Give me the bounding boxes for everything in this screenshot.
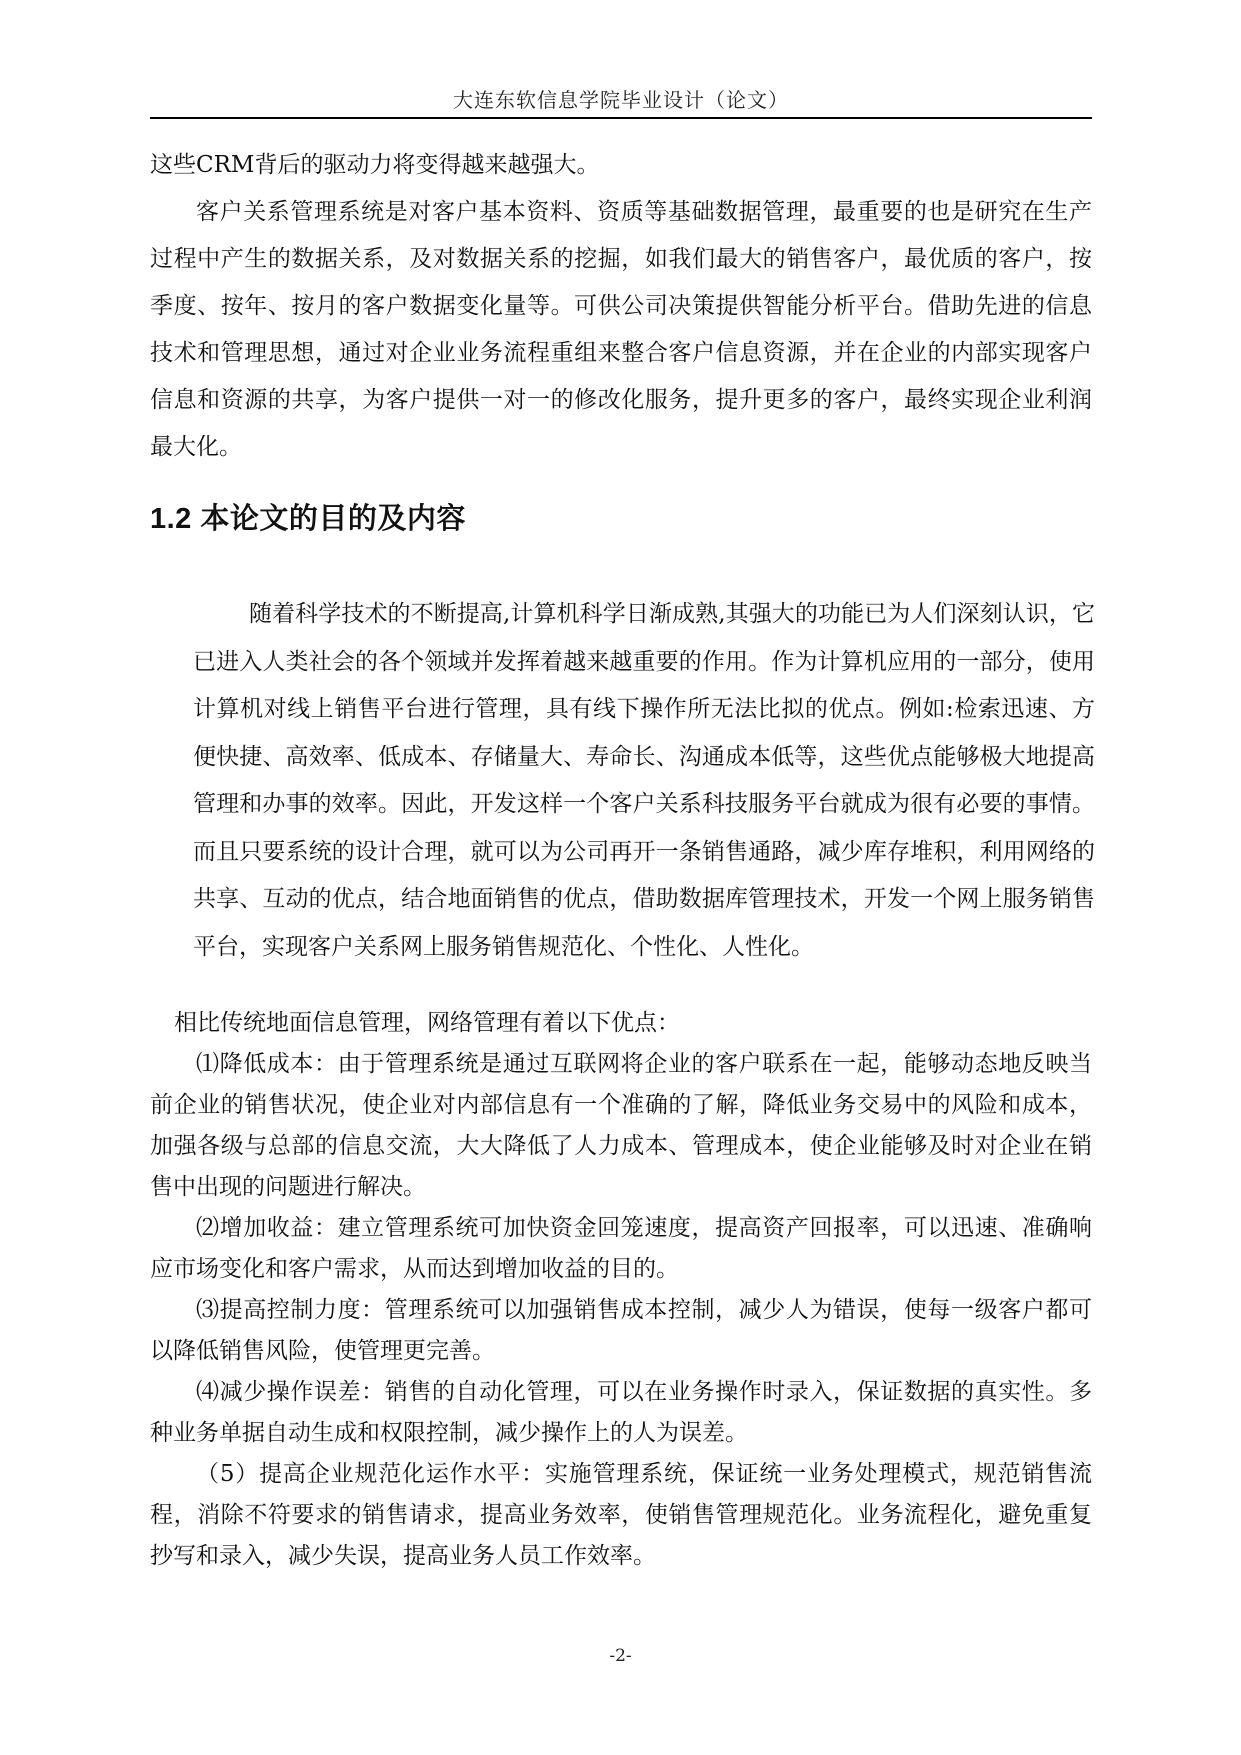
paragraph-crm-description: 客户关系管理系统是对客户基本资料、资质等基础数据管理，最重要的也是研究在生产过程中产生的数据关系，及对数据关系的挖掘，如我们最大的销售客户，最优质的客户，按季度、按年、按月的客户数据变化量等。可供公司决策提供智能分析平台。借助先进的信息技术和管理思想，通过对企业业务流程重组来整合客户信息资源，并在企业的内部实现客户信息和资源的共享，为客户提供一对一的修改化服务，提升更多的客户，最终实现企业利润最大化。 (150, 199, 1092, 460)
page-number: -2- (609, 1646, 632, 1666)
advantages-section (150, 1003, 1092, 1577)
advantage-item-5: （5）提高企业规范化运作水平：实施管理系统，保证统一业务处理模式，规范销售流程，消除不符要求的销售请求，提高业务效率，使销售管理规范化。业务流程化，避免重复抄写和录入，减少失误，提高业务人员工作效率。 (150, 1461, 1092, 1569)
section-1-1-tail (150, 142, 1092, 471)
advantage-item-3: ⑶提高控制力度：管理系统可以加强销售成本控制，减少人为错误，使每一级客户都可以降低销售风险，使管理更完善。 (150, 1297, 1092, 1364)
advantages-intro: 相比传统地面信息管理，网络管理有着以下优点： (174, 1010, 680, 1036)
advantage-item-4: ⑷减少操作误差：销售的自动化管理，可以在业务操作时录入，保证数据的真实性。多种业务单据自动生成和权限控制，减少操作上的人为误差。 (150, 1379, 1092, 1446)
paragraph-purpose: 随着科学技术的不断提高,计算机科学日渐成熟,其强大的功能已为人们深刻认识，它已进入人类社会的各个领域并发挥着越来越重要的作用。作为计算机应用的一部分，使用计算机对线上销售平台进行管理，具有线下操作所无法比拟的优点。例如:检索迅速、方便快捷、高效率、低成本、存储量大、寿命长、沟通成本低等，这些优点能够极大地提高管理和办事的效率。因此，开发这样一个客户关系科技服务平台就成为很有必要的事情。而且只要系统的设计合理，就可以为公司再开一条销售通路，减少库存堆积，利用网络的共享、互动的优点，结合地面销售的优点，借助数据库管理技术，开发一个网上服务销售平台，实现客户关系网上服务销售规范化、个性化、人性化。 (193, 601, 1095, 960)
page-header-title: 大连东软信息学院毕业设计（论文） (453, 88, 789, 112)
advantage-item-2: ⑵增加收益：建立管理系统可加快资金回笼速度，提高资产回报率，可以迅速、准确响应市场变化和客户需求，从而达到增加收益的目的。 (150, 1215, 1092, 1282)
advantage-item-1: ⑴降低成本：由于管理系统是通过互联网将企业的客户联系在一起，能够动态地反映当前企业的销售状况，使企业对内部信息有一个准确的了解，降低业务交易中的风险和成本，加强各级与总部的信息交流，大大降低了人力成本、管理成本，使企业能够及时对企业在销售中出现的问题进行解决。 (150, 1051, 1092, 1200)
paragraph-continuation: 这些CRM背后的驱动力将变得越来越强大。 (150, 152, 600, 178)
header-divider (150, 117, 1092, 119)
section-heading-1-2: 1.2 本论文的目的及内容 (150, 503, 466, 535)
